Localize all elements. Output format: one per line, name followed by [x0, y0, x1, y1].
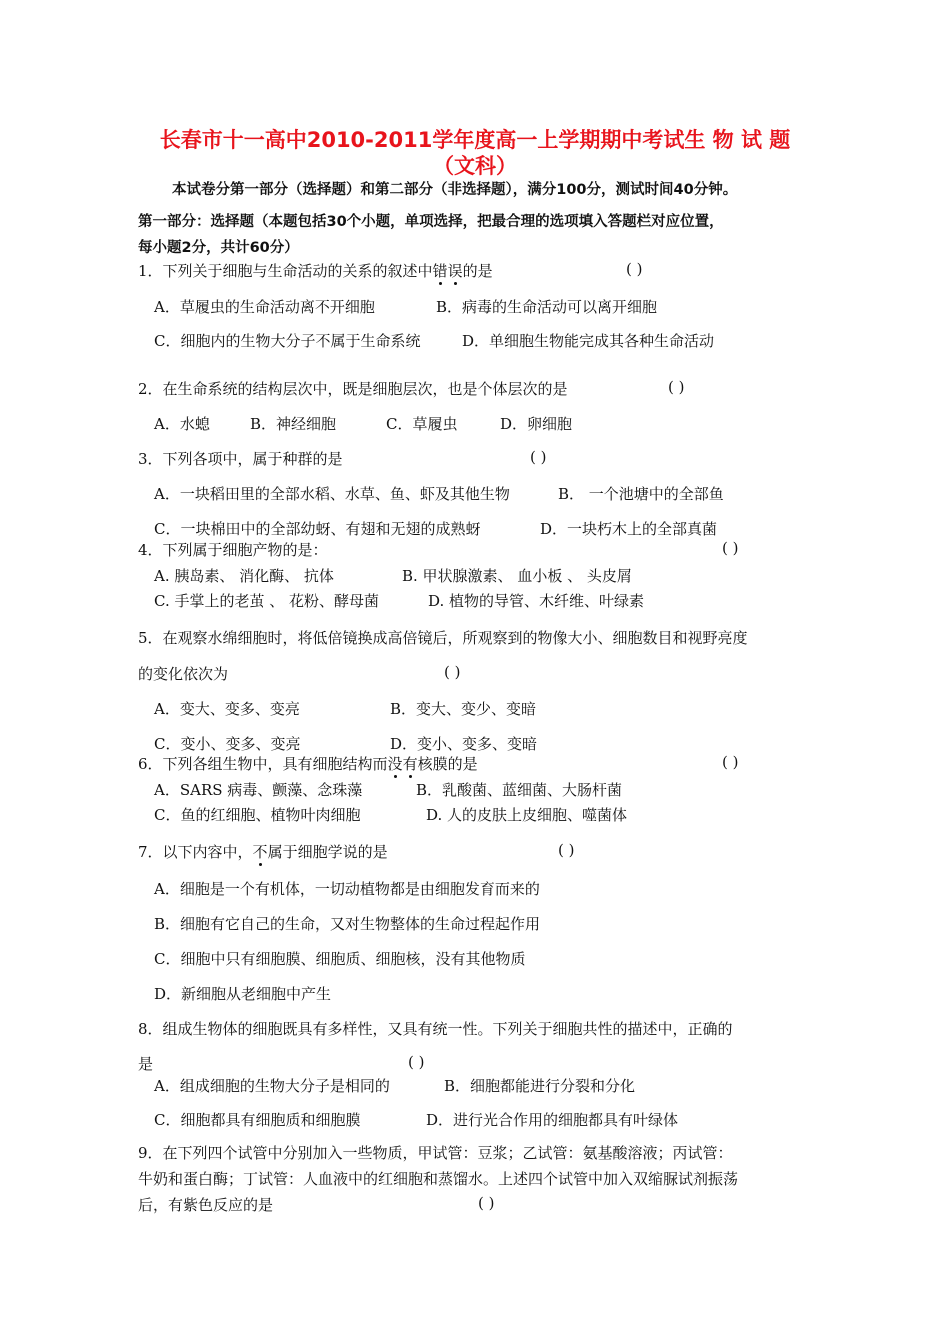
q5-option-c: C．变小、变多、变亮 [154, 735, 301, 753]
q1-option-a: A．草履虫的生命活动离不开细胞 [154, 298, 375, 316]
q6-option-c: C．鱼的红细胞、植物叶肉细胞 [154, 806, 361, 824]
question-9-stem-cont: 牛奶和蛋白酶；丁试管：人血液中的红细胞和蒸馏水。上述四个试管中加入双缩脲试剂振荡 [138, 1170, 739, 1188]
exam-title: 长春市十一高中2010-2011学年度高一上学期期中考试生 物 试 题 [159, 128, 791, 152]
emphasis-dot: 有 [402, 755, 418, 773]
section-heading-cont: 每小题2分，共计60分） [138, 240, 299, 256]
answer-blank-4: ( ) [722, 539, 739, 557]
question-8-stem: 8．组成生物体的细胞既具有多样性，又具有统一性。下列关于细胞共性的描述中，正确的 [138, 1020, 733, 1038]
answer-blank-6: ( ) [722, 753, 739, 771]
q7-option-c: C．细胞中只有细胞膜、细胞质、细胞核，没有其他物质 [154, 950, 526, 968]
q7-option-d: D．新细胞从老细胞中产生 [154, 985, 332, 1003]
emphasis-dot: 没 [387, 755, 403, 773]
question-5-stem: 5．在观察水绵细胞时，将低倍镜换成高倍镜后，所观察到的物像大小、细胞数目和视野亮度 [138, 629, 748, 647]
q6-option-a: A．SARS 病毒、颤藻、念珠藻 [154, 781, 363, 799]
q2-option-b: B．神经细胞 [250, 415, 337, 433]
answer-blank-2: ( ) [668, 378, 685, 396]
answer-blank-9: ( ) [478, 1194, 495, 1212]
question-9-stem-cont2: 后，有紫色反应的是 [138, 1196, 274, 1214]
q4-option-b: B. 甲状腺激素、 血小板 、 头皮屑 [402, 567, 632, 585]
question-8-stem-cont: 是 [138, 1055, 154, 1073]
q7-option-a: A．细胞是一个有机体，一切动植物都是由细胞发育而来的 [154, 880, 540, 898]
emphasis-dot: 不 [252, 843, 268, 861]
q6-option-d: D. 人的皮肤上皮细胞、噬菌体 [426, 806, 628, 824]
exam-subtitle: （文科） [433, 154, 517, 178]
q8-option-a: A．组成细胞的生物大分子是相同的 [154, 1077, 390, 1095]
answer-blank-3: ( ) [530, 448, 547, 466]
q4-option-d: D. 植物的导管、木纤维、叶绿素 [428, 592, 645, 610]
q4-option-c: C. 手掌上的老茧 、 花粉、酵母菌 [154, 592, 380, 610]
q4-option-a: A. 胰岛素、 消化酶、 抗体 [154, 567, 334, 585]
question-6-stem: 6．下列各组生物中，具有细胞结构而没有核膜的是 [138, 755, 478, 773]
answer-blank-5: ( ) [444, 663, 461, 681]
question-7-stem: 7．以下内容中，不属于细胞学说的是 [138, 843, 388, 861]
emphasis-dot: 误 [447, 262, 463, 280]
q3-option-a: A．一块稻田里的全部水稻、水草、鱼、虾及其他生物 [154, 485, 510, 503]
q8-option-c: C．细胞都具有细胞质和细胞膜 [154, 1111, 361, 1129]
answer-blank-8: ( ) [408, 1053, 425, 1071]
question-9-stem: 9．在下列四个试管中分别加入一些物质，甲试管：豆浆；乙试管：氨基酸溶液；丙试管： [138, 1144, 733, 1162]
q5-option-d: D．变小、变多、变暗 [390, 735, 538, 753]
q1-option-b: B．病毒的生命活动可以离开细胞 [436, 298, 658, 316]
q7-option-b: B．细胞有它自己的生命，又对生物整体的生命过程起作用 [154, 915, 541, 933]
question-3-stem: 3．下列各项中，属于种群的是 [138, 450, 343, 468]
q5-option-b: B．变大、变少、变暗 [390, 700, 537, 718]
question-5-stem-cont: 的变化依次为 [138, 665, 229, 683]
q2-option-a: A．水螅 [154, 415, 210, 433]
q1-option-d: D．单细胞生物能完成其各种生命活动 [462, 332, 715, 350]
question-4-stem: 4．下列属于细胞产物的是： [138, 541, 328, 559]
q2-option-c: C．草履虫 [386, 415, 458, 433]
section-heading: 第一部分：选择题（本题包括30个小题，单项选择，把最合理的选项填入答题栏对应位置， [138, 214, 724, 230]
q3-option-d: D．一块朽木上的全部真菌 [540, 520, 718, 538]
question-1-stem: 1．下列关于细胞与生命活动的关系的叙述中错误的是 [138, 262, 493, 280]
q1-option-c: C．细胞内的生物大分子不属于生命系统 [154, 332, 421, 350]
exam-intro: 本试卷分第一部分（选择题）和第二部分（非选择题），满分100分，测试时间40分钟。 [172, 182, 738, 198]
q8-option-d: D．进行光合作用的细胞都具有叶绿体 [426, 1111, 679, 1129]
emphasis-dot: 错 [432, 262, 448, 280]
q2-option-d: D．卵细胞 [500, 415, 573, 433]
q3-option-b: B． 一个池塘中的全部鱼 [558, 485, 724, 503]
q3-option-c: C．一块棉田中的全部幼蚜、有翅和无翅的成熟蚜 [154, 520, 481, 538]
q5-option-a: A．变大、变多、变亮 [154, 700, 300, 718]
q6-option-b: B．乳酸菌、蓝细菌、大肠杆菌 [416, 781, 623, 799]
answer-blank-1: ( ) [626, 260, 643, 278]
question-2-stem: 2．在生命系统的结构层次中，既是细胞层次，也是个体层次的是 [138, 380, 568, 398]
q8-option-b: B．细胞都能进行分裂和分化 [444, 1077, 636, 1095]
answer-blank-7: ( ) [558, 841, 575, 859]
